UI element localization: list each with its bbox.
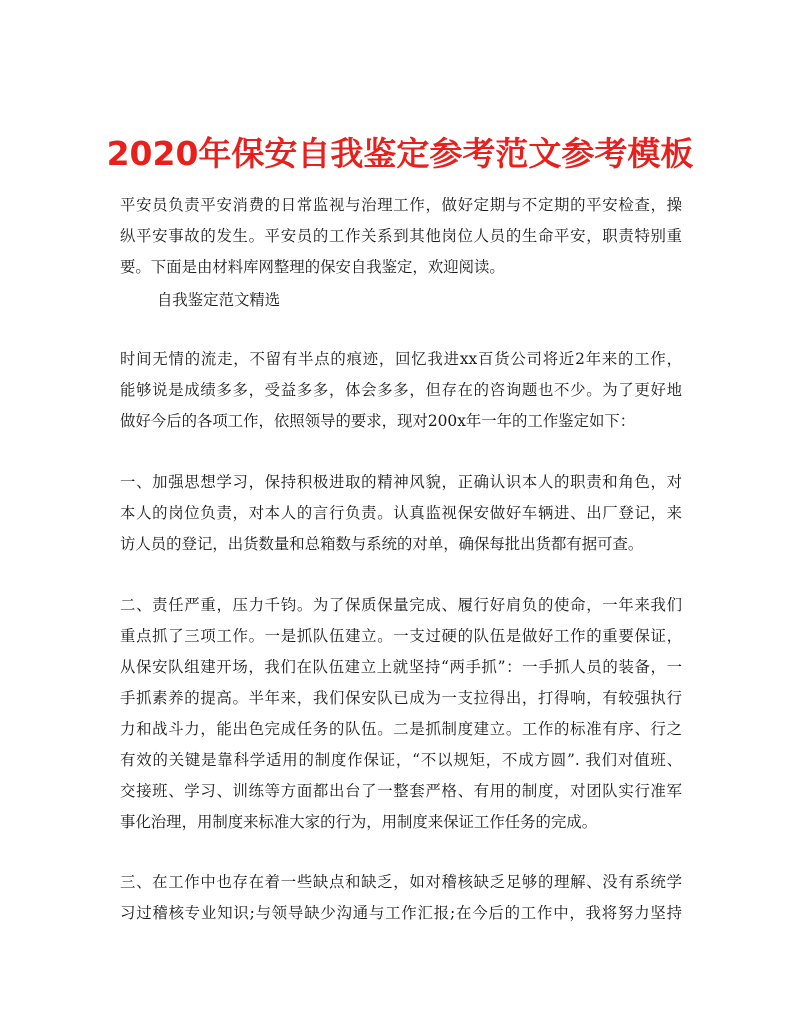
paragraph-line: 手抓素养的提高。半年来，我们保安队已成为一支拉得出，打得响，有较强执行 xyxy=(120,689,682,707)
document-title: 2020年保安自我鉴定参考范文参考模板 xyxy=(106,134,694,174)
intro-paragraph xyxy=(120,190,682,283)
paragraph-line: 做好今后的各项工作，依照领导的要求，现对200x年一年的工作鉴定如下： xyxy=(120,412,636,430)
paragraph-2 xyxy=(120,467,682,560)
paragraph-line: 重点抓了三项工作。一是抓队伍建立。一支过硬的队伍是做好工作的重要保证， xyxy=(120,627,682,645)
section-subheading: 自我鉴定范文精选 xyxy=(157,291,281,309)
intro-line: 要。下面是由材料库网整理的保安自我鉴定，欢迎阅读。 xyxy=(120,258,505,276)
paragraph-line: 交接班、学习、训练等方面都出台了一整套严格、有用的制度，对团队实行准军 xyxy=(120,782,682,800)
paragraph-line: 时间无情的流走，不留有半点的痕迹，回忆我进xx百货公司将近2年来的工作， xyxy=(120,350,682,368)
paragraph-line: 事化治理，用制度来标准大家的行为，用制度来保证工作任务的完成。 xyxy=(120,813,598,831)
paragraph-line: 力和战斗力，能出色完成任务的队伍。二是抓制度建立。工作的标准有序、行之 xyxy=(120,720,682,738)
paragraph-3 xyxy=(120,590,682,838)
paragraph-line: 二、责任严重，压力千钧。为了保质保量完成、履行好肩负的使命，一年来我们 xyxy=(120,596,682,614)
paragraph-line: 三、在工作中也存在着一些缺点和缺乏，如对稽核缺乏足够的理解、没有系统学 xyxy=(120,873,682,891)
paragraph-1 xyxy=(120,344,682,437)
paragraph-line: 习过稽核专业知识;与领导缺少沟通与工作汇报;在今后的工作中，我将努力坚持 xyxy=(120,904,682,922)
paragraph-line: 有效的关键是靠科学适用的制度作保证，“不以规矩，不成方圆”. 我们对值班、 xyxy=(120,751,682,769)
paragraph-line: 一、加强思想学习，保持积极进取的精神风貌，正确认识本人的职责和角色，对 xyxy=(120,473,682,491)
intro-line: 平安员负责平安消费的日常监视与治理工作，做好定期与不定期的平安检查，操 xyxy=(120,196,682,214)
paragraph-line: 访人员的登记，出货数量和总箱数与系统的对单，确保每批出货都有据可查。 xyxy=(120,535,644,553)
paragraph-line: 能够说是成绩多多，受益多多，体会多多，但存在的咨询题也不少。为了更好地 xyxy=(120,381,682,399)
intro-line: 纵平安事故的发生。平安员的工作关系到其他岗位人员的生命平安，职责特别重 xyxy=(120,227,682,245)
paragraph-line: 本人的岗位负责，对本人的言行负责。认真监视保安做好车辆进、出厂登记，来 xyxy=(120,504,682,522)
paragraph-4 xyxy=(120,867,682,929)
paragraph-line: 从保安队组建开场，我们在队伍建立上就坚持“两手抓”：一手抓人员的装备，一 xyxy=(120,658,682,676)
